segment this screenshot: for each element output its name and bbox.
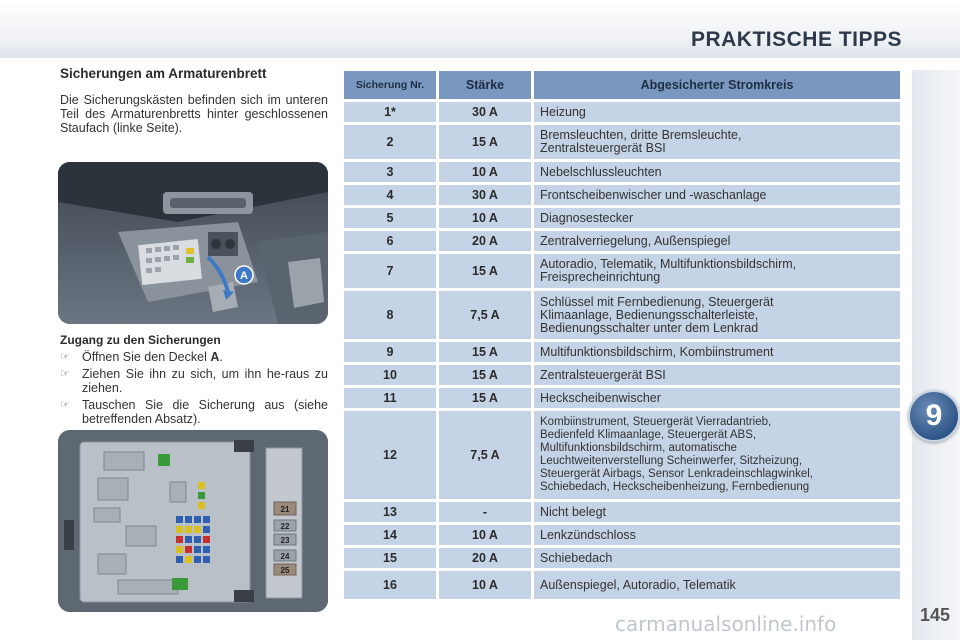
fuse-number-cell: 7 [344,254,439,288]
table-row [344,162,900,182]
page-header-title: PRAKTISCHE TIPPS [690,28,902,51]
circuit-cell: Diagnosestecker [534,208,900,228]
step-open-cover: ☞ Öffnen Sie den Deckel A. [60,350,223,364]
fuse-number-cell: 9 [344,342,439,362]
table-row [344,291,900,339]
fuse-box-illustration [58,430,328,612]
table-row [344,502,900,522]
rating-cell: 30 A [439,102,534,122]
fuse-number-cell: 13 [344,502,439,522]
fuse-table [344,68,900,602]
rating-cell: 30 A [439,185,534,205]
intro-text: Die Sicherungskästen befinden sich im unteren Teil des Armaturenbretts hinter geschlossenen Staufach (linke Seite). [60,93,328,135]
circuit-cell: Heckscheibenwischer [534,388,900,408]
fuse-number-cell: 11 [344,388,439,408]
dashboard-photo-illustration [58,162,328,324]
table-row [344,342,900,362]
fuse-label-22: 22 [280,522,290,531]
circuit-cell: Multifunktionsbildschirm, Kombiinstrument [534,342,900,362]
fuse-number-cell: 16 [344,571,439,599]
circuit-cell: Frontscheibenwischer und -waschanlage [534,185,900,205]
circuit-cell: Kombiinstrument, Steuergerät Vierradantrieb, Bedienfeld Klimaanlage, Steuergerät ABS, Multifunktionsbildschirm, automatische Leuchtweitenverstellung Scheinwerfer, Sitzheizung, Steuergerät Airbags, Sensor Lenkradeinschlagwinkel, Schiebedach, Heckscheibenheizung, Fernbedienung [534,411,900,499]
table-row [344,571,900,599]
table-row [344,185,900,205]
circuit-cell: Zentralsteuergerät BSI [534,365,900,385]
circuit-cell: Autoradio, Telematik, Multifunktionsbildschirm, Freisprecheinrichtung [534,254,900,288]
rating-cell: 10 A [439,162,534,182]
fuse-number-cell: 3 [344,162,439,182]
fuse-table-header [344,71,900,99]
circuit-cell: Schlüssel mit Fernbedienung, Steuergerät Klimaanlage, Bedienungsschalterleiste, Bedienungsschalter unter dem Lenkrad [534,291,900,339]
rating-cell: 10 A [439,525,534,545]
access-steps [60,350,328,429]
rating-cell: - [439,502,534,522]
circuit-cell: Nicht belegt [534,502,900,522]
rating-cell: 20 A [439,548,534,568]
rating-cell: 15 A [439,125,534,159]
fuse-number-cell: 6 [344,231,439,251]
rating-cell: 7,5 A [439,411,534,499]
table-row [344,411,900,499]
watermark: carmanualsonline.info [615,612,837,636]
fuse-number-cell: 2 [344,125,439,159]
circuit-cell: Zentralverriegelung, Außenspiegel [534,231,900,251]
section-title: Sicherungen am Armaturenbrett [60,66,267,81]
side-strip [912,70,960,640]
table-row [344,525,900,545]
table-row [344,365,900,385]
fuse-table-body [344,102,900,599]
rating-cell: 10 A [439,571,534,599]
rating-cell: 15 A [439,254,534,288]
fuse-label-21: 21 [280,505,290,514]
pointing-hand-icon: ☞ [60,399,70,411]
table-row [344,548,900,568]
pointing-hand-icon: ☞ [60,368,70,380]
header-rating: Stärke [439,71,534,99]
access-title: Zugang zu den Sicherungen [60,333,221,347]
table-row [344,125,900,159]
table-row [344,388,900,408]
header-circuit: Abgesicherter Stromkreis [534,71,900,99]
header-fuse-number: Sicherung Nr. [344,71,439,99]
pointing-hand-icon: ☞ [60,351,70,363]
rating-cell: 10 A [439,208,534,228]
circuit-cell: Nebelschlussleuchten [534,162,900,182]
fuse-box-diagram [58,430,328,612]
fuse-number-cell: 8 [344,291,439,339]
fuse-label-25: 25 [280,566,290,575]
table-row [344,254,900,288]
circuit-cell: Außenspiegel, Autoradio, Telematik [534,571,900,599]
fuse-number-cell: 14 [344,525,439,545]
circuit-cell: Schiebedach [534,548,900,568]
fuse-number-cell: 15 [344,548,439,568]
circuit-cell: Lenkzündschloss [534,525,900,545]
marker-a-label: A [240,270,248,282]
rating-cell: 15 A [439,388,534,408]
fuse-number-cell: 4 [344,185,439,205]
rating-cell: 15 A [439,342,534,362]
fuse-number-cell: 12 [344,411,439,499]
table-row [344,231,900,251]
fuse-label-24: 24 [280,552,290,561]
dashboard-photo [58,162,328,324]
rating-cell: 7,5 A [439,291,534,339]
fuse-label-23: 23 [280,536,290,545]
step-pull-out: ☞ Ziehen Sie ihn zu sich, um ihn he-raus zu ziehen. [60,367,328,395]
step-replace-fuse: ☞ Tauschen Sie die Sicherung aus (siehe betreffenden Absatz). [60,398,328,426]
circuit-cell: Bremsleuchten, dritte Bremsleuchte, Zentralsteuergerät BSI [534,125,900,159]
rating-cell: 20 A [439,231,534,251]
chapter-badge: 9 [908,390,960,442]
fuse-number-cell: 10 [344,365,439,385]
rating-cell: 15 A [439,365,534,385]
table-row [344,208,900,228]
table-row [344,102,900,122]
page-number: 145 [920,605,951,625]
circuit-cell: Heizung [534,102,900,122]
fuse-number-cell: 1* [344,102,439,122]
fuse-number-cell: 5 [344,208,439,228]
